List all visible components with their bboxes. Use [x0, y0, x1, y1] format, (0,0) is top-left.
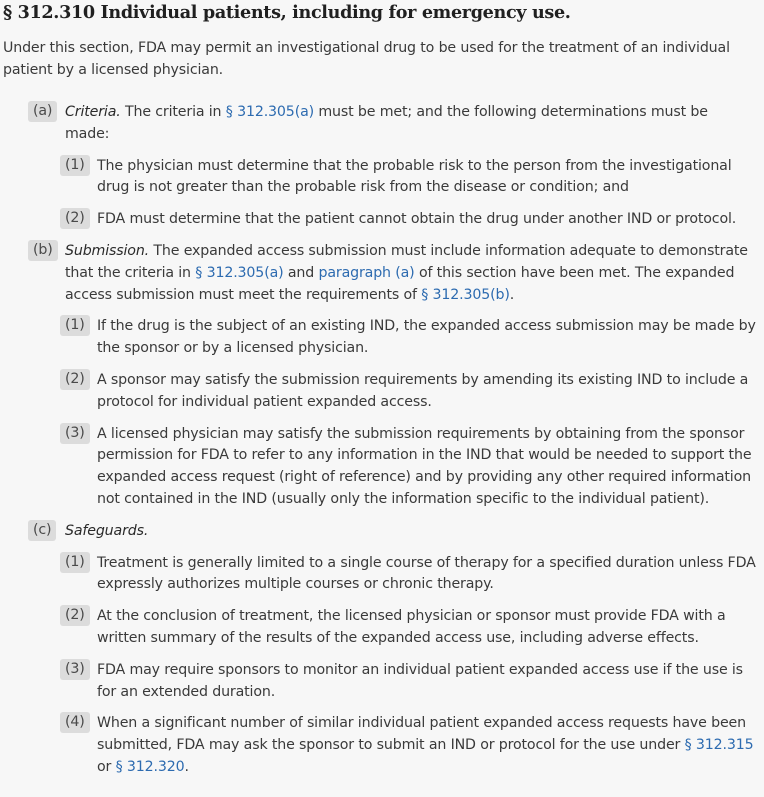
paragraph-marker: (c) — [28, 520, 56, 541]
paragraph-b — [3, 241, 756, 306]
paragraph-text: must be met; and the following determinations must be made: — [65, 104, 708, 142]
paragraph-c-4 — [3, 713, 756, 778]
paragraph-marker: (1) — [60, 155, 90, 176]
citation-link[interactable]: § 312.305(a) — [195, 264, 284, 281]
paragraph-marker: (b) — [28, 240, 58, 261]
paragraph-c-1 — [3, 553, 756, 597]
section-title: § 312.310 Individual patients, including for emergency use. — [3, 2, 571, 23]
paragraph-text: The expanded access submission must include information adequate to demonstrate that the criteria in — [65, 242, 748, 281]
paragraph-text: . — [509, 286, 515, 303]
paragraph-b-2 — [3, 370, 756, 414]
paragraph-text: . — [184, 758, 189, 775]
paragraph-marker: (2) — [60, 369, 90, 390]
paragraph-text: Treatment is generally limited to a single course of therapy for a specified duration unless FDA expressly authorizes multiple courses or chronic therapy. — [97, 554, 756, 593]
paragraph-marker: (3) — [60, 659, 90, 680]
paragraph-c — [3, 521, 756, 543]
citation-link[interactable]: § 312.305(b) — [421, 286, 510, 303]
paragraph-text: and — [283, 264, 319, 281]
paragraph-c-2 — [3, 606, 756, 650]
paragraph-b-3 — [3, 424, 756, 511]
citation-link[interactable]: § 312.320 — [115, 758, 185, 775]
paragraph-text: The criteria in — [120, 104, 226, 120]
paragraph-marker: (2) — [60, 605, 90, 626]
paragraph-text: If the drug is the subject of an existing IND, the expanded access submission may be made by the sponsor or by a licensed physician. — [97, 318, 756, 357]
paragraph-text: A sponsor may satisfy the submission requirements by amending its existing IND to include a protocol for individual patient expanded access. — [97, 371, 749, 410]
paragraph-heading: Submission. — [65, 242, 150, 259]
paragraph-link[interactable]: paragraph (a) — [318, 264, 415, 281]
paragraph-heading: Safeguards. — [65, 522, 149, 539]
paragraph-text: or — [97, 758, 116, 775]
paragraph-c-3 — [3, 660, 756, 704]
paragraph-text: A licensed physician may satisfy the submission requirements by obtaining from the sponsor permission for FDA to refer to any information in the IND that would be needed to support the expanded access request (right of reference) and by providing any other required information not contained in the IND (usually only the information specific to the individual patient). — [97, 425, 752, 507]
citation-link[interactable]: § 312.305(a) — [225, 104, 315, 120]
paragraph-text: FDA may require sponsors to monitor an individual patient expanded access use if the use is for an extended duration. — [97, 661, 743, 700]
paragraph-heading: Criteria. — [65, 104, 121, 120]
paragraph-text: At the conclusion of treatment, the licensed physician or sponsor must provide FDA with a written summary of the results of the expanded access use, including adverse effects. — [97, 608, 726, 646]
paragraph-b-1 — [3, 316, 756, 360]
paragraph-a-1 — [3, 156, 756, 200]
paragraph-a — [3, 102, 756, 146]
paragraph-text: When a significant number of similar individual patient expanded access requests have been submitted, FDA may ask the sponsor to submit an IND or protocol for the use under — [97, 715, 746, 754]
paragraph-marker: (2) — [60, 208, 90, 229]
paragraph-text: FDA must determine that the patient cannot obtain the drug under another IND or protocol. — [97, 211, 737, 228]
paragraph-a-2 — [3, 209, 756, 231]
paragraph-marker: (3) — [60, 423, 90, 444]
paragraph-marker: (a) — [28, 101, 57, 122]
paragraph-text: of this section have been met. The expanded access submission must meet the requirements of — [65, 264, 735, 303]
paragraph-text: The physician must determine that the probable risk to the person from the investigational drug is not greater than the probable risk from the disease or condition; and — [97, 157, 732, 196]
paragraph-marker: (1) — [60, 315, 90, 336]
section-intro: Under this section, FDA may permit an investigational drug to be used for the treatment of an individual patient by a licensed physician. — [3, 40, 730, 78]
paragraph-marker: (1) — [60, 552, 90, 573]
paragraph-marker: (4) — [60, 712, 90, 733]
citation-link[interactable]: § 312.315 — [684, 737, 754, 754]
